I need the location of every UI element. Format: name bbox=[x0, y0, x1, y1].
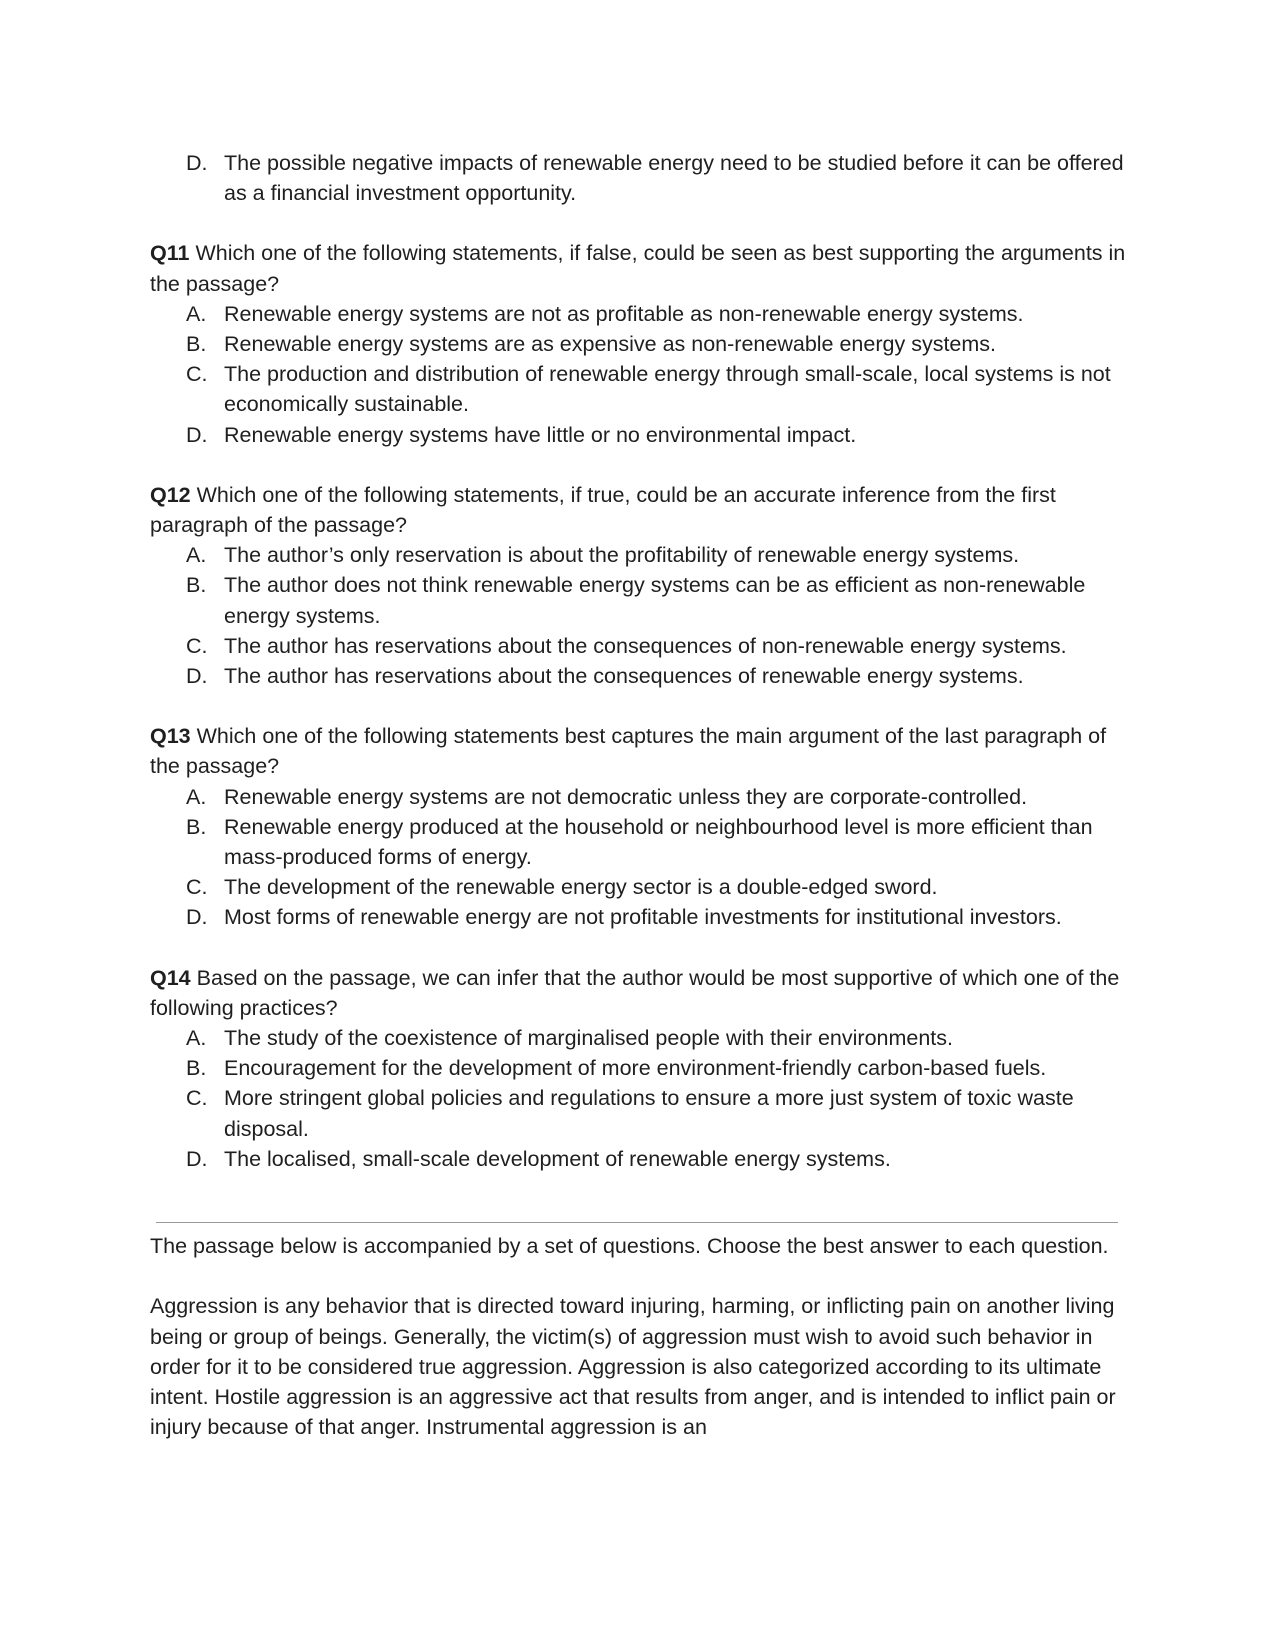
option-item bbox=[150, 329, 1130, 359]
option-letter: C. bbox=[186, 1086, 208, 1111]
question-number: Q11 bbox=[150, 241, 190, 266]
option-item bbox=[150, 540, 1130, 570]
document-page bbox=[150, 148, 1130, 1442]
answer-options bbox=[150, 1023, 1130, 1174]
question-q12 bbox=[150, 480, 1130, 691]
option-text: Encouragement for the development of more environment-friendly carbon-based fuels. bbox=[224, 1056, 1047, 1081]
option-letter: A. bbox=[186, 784, 207, 809]
option-text: The author’s only reservation is about the profitability of renewable energy systems. bbox=[224, 543, 1020, 568]
section-instructions: The passage below is accompanied by a set of questions. Choose the best answer to each question. bbox=[150, 1234, 1109, 1259]
option-letter: D. bbox=[186, 422, 208, 447]
option-item bbox=[150, 1023, 1130, 1053]
passage-paragraph: Aggression is any behavior that is directed toward injuring, harming, or inflicting pain on another living being or group of beings. Generally, the victim(s) of aggression must wish to avoid such behavior in order for it to be considered true aggression. Aggression is also categorized according to its ultimate intent. Hostile aggression is an aggressive act that results from anger, and is intended to inflict pain or injury because of that anger. Instrumental aggression is an bbox=[150, 1294, 1116, 1440]
option-text: The author does not think renewable energy systems can be as efficient as non-renewable energy systems. bbox=[224, 573, 1086, 628]
question-number: Q13 bbox=[150, 724, 191, 749]
option-letter: C. bbox=[186, 875, 208, 900]
option-text: The study of the coexistence of marginalised people with their environments. bbox=[224, 1026, 954, 1051]
option-text: The author has reservations about the consequences of non-renewable energy systems. bbox=[224, 633, 1067, 658]
option-text: Renewable energy systems have little or no environmental impact. bbox=[224, 422, 857, 447]
option-text: The development of the renewable energy sector is a double-edged sword. bbox=[224, 875, 938, 900]
option-letter: A. bbox=[186, 1026, 207, 1051]
option-text: The possible negative impacts of renewable energy need to be studied before it can be offered as a financial investment opportunity. bbox=[224, 151, 1124, 206]
option-letter: B. bbox=[186, 1056, 207, 1081]
option-item bbox=[150, 299, 1130, 329]
option-text: The author has reservations about the consequences of renewable energy systems. bbox=[224, 664, 1024, 689]
question-number: Q12 bbox=[150, 482, 191, 507]
option-text: Most forms of renewable energy are not profitable investments for institutional investors. bbox=[224, 905, 1062, 930]
question-q14 bbox=[150, 963, 1130, 1174]
question-q13 bbox=[150, 721, 1130, 932]
answer-options bbox=[150, 540, 1130, 691]
section-divider bbox=[156, 1222, 1118, 1223]
option-item bbox=[150, 782, 1130, 812]
option-text: Renewable energy systems are as expensive as non-renewable energy systems. bbox=[224, 332, 997, 357]
carryover-options bbox=[150, 148, 1130, 208]
option-item bbox=[150, 1144, 1130, 1174]
option-item bbox=[150, 420, 1130, 450]
question-text: Which one of the following statements best captures the main argument of the last paragraph of the passage? bbox=[150, 724, 1107, 779]
option-letter: D. bbox=[186, 151, 208, 175]
question-text: Based on the passage, we can infer that the author would be most supportive of which one of the following practices? bbox=[150, 965, 1120, 1020]
option-text: The localised, small-scale development of renewable energy systems. bbox=[224, 1146, 891, 1171]
option-item bbox=[150, 812, 1130, 872]
option-letter: D. bbox=[186, 905, 208, 930]
question-text: Which one of the following statements, if false, could be seen as best supporting the arguments in the passage? bbox=[150, 241, 1126, 296]
question-text: Which one of the following statements, if true, could be an accurate inference from the first paragraph of the passage? bbox=[150, 482, 1056, 538]
option-letter: C. bbox=[186, 633, 208, 658]
option-text: Renewable energy produced at the household or neighbourhood level is more efficient than mass-produced forms of energy. bbox=[224, 814, 1093, 870]
option-item bbox=[150, 148, 1130, 208]
option-letter: A. bbox=[186, 301, 207, 326]
option-item bbox=[150, 1083, 1130, 1143]
option-letter: A. bbox=[186, 543, 207, 568]
option-item bbox=[150, 359, 1130, 419]
option-item bbox=[150, 631, 1130, 661]
option-item bbox=[150, 1053, 1130, 1083]
option-letter: C. bbox=[186, 362, 208, 387]
option-letter: B. bbox=[186, 332, 207, 357]
option-letter: B. bbox=[186, 573, 207, 598]
option-item bbox=[150, 661, 1130, 691]
option-letter: D. bbox=[186, 1146, 208, 1171]
option-text: The production and distribution of renewable energy through small-scale, local systems is not economically sustainable. bbox=[224, 362, 1111, 417]
option-item bbox=[150, 872, 1130, 902]
option-letter: B. bbox=[186, 814, 207, 839]
question-prompt bbox=[150, 721, 1130, 781]
question-prompt bbox=[150, 238, 1130, 298]
question-number: Q14 bbox=[150, 965, 191, 990]
option-item bbox=[150, 570, 1130, 630]
answer-options bbox=[150, 782, 1130, 933]
option-text: More stringent global policies and regulations to ensure a more just system of toxic waste disposal. bbox=[224, 1086, 1074, 1141]
option-text: Renewable energy systems are not as profitable as non-renewable energy systems. bbox=[224, 301, 1024, 326]
question-q11 bbox=[150, 238, 1130, 449]
question-prompt bbox=[150, 480, 1130, 540]
option-item bbox=[150, 902, 1130, 932]
question-prompt bbox=[150, 963, 1130, 1023]
option-letter: D. bbox=[186, 664, 208, 689]
option-text: Renewable energy systems are not democratic unless they are corporate-controlled. bbox=[224, 784, 1028, 809]
answer-options bbox=[150, 299, 1130, 450]
